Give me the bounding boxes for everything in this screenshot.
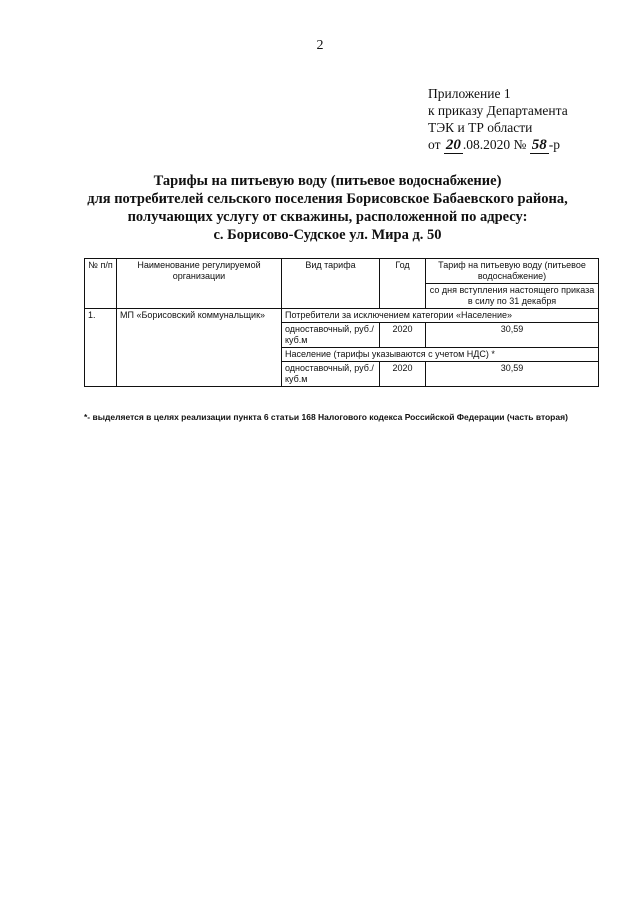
appendix-line-3: ТЭК и ТР области [428,120,533,135]
section-non-population: Потребители за исключением категории «Население» [282,309,599,323]
cell-value: 30,59 [426,323,599,348]
cell-year: 2020 [380,362,426,387]
appendix-line-1: Приложение 1 [428,86,511,101]
appendix-date-line [428,136,568,154]
title-line-4: с. Борисово-Судское ул. Мира д. 50 [213,227,442,243]
section-population: Население (тарифы указываются с учетом НДС) * [282,348,599,362]
date-day-handwritten: 20 [445,137,461,153]
header-tariff: Тариф на питьевую воду (питьевое водоснабжение) [426,259,599,284]
cell-value: 30,59 [426,362,599,387]
document-title [60,172,595,244]
cell-num: 1. [85,309,117,387]
title-line-1: Тарифы на питьевую воду (питьевое водоснабжение) [153,173,502,189]
header-org: Наименование регулируемой организации [117,259,282,309]
order-suffix: -р [548,137,560,152]
cell-type: одноставочный, руб./куб.м [282,362,380,387]
date-prefix: от [428,137,441,152]
title-line-3: получающих услугу от скважины, расположенной по адресу: [127,209,528,225]
order-number-handwritten: 58 [531,137,547,153]
appendix-block [428,85,568,154]
header-year: Год [380,259,426,309]
cell-org: МП «Борисовский коммунальщик» [117,309,282,387]
cell-type: одноставочный, руб./куб.м [282,323,380,348]
tariff-table [84,258,599,387]
page-number: 2 [316,38,324,53]
header-tariff-period: со дня вступления настоящего приказа в силу по 31 декабря [426,284,599,309]
table-row [85,309,599,323]
title-line-2: для потребителей сельского поселения Борисовское Бабаевского района, [87,191,568,207]
footnote: *- выделяется в целях реализации пункта 6 статьи 168 Налогового кодекса Российской Федерации (часть вторая) [84,412,568,422]
table-header-row [85,259,599,284]
header-num: № п/п [85,259,117,309]
date-rest: .08.2020 № [462,137,527,152]
cell-year: 2020 [380,323,426,348]
appendix-line-2: к приказу Департамента [428,103,568,118]
header-type: Вид тарифа [282,259,380,309]
